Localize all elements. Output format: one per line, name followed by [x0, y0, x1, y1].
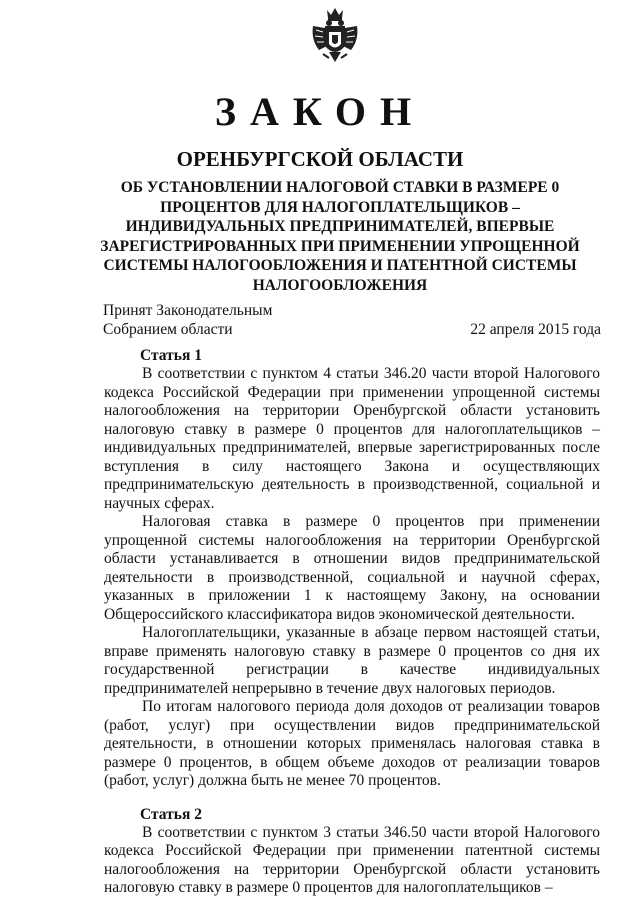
document-body	[104, 346, 600, 898]
adoption-date: 22 апреля 2015 года	[470, 321, 601, 338]
document-title: ЗАКОН	[214, 89, 426, 134]
coat-of-arms-icon	[307, 6, 363, 66]
article-1-heading: Статья 1	[140, 347, 202, 364]
adoption-line-1: Принят Законодательным	[103, 302, 273, 319]
article-2-paragraph-1: В соответствии с пунктом 3 статьи 346.50 части второй Налогового кодекса Российской Федерации при применении патентной системы налогообложения на территории Оренбургской области установить налоговую ставку в размере 0 процентов для налогоплательщиков –	[104, 823, 600, 896]
article-2-heading: Статья 2	[140, 805, 202, 823]
law-subject: ОБ УСТАНОВЛЕНИИ НАЛОГОВОЙ СТАВКИ В РАЗМЕРЕ 0 ПРОЦЕНТОВ ДЛЯ НАЛОГОПЛАТЕЛЬЩИКОВ – ИНДИВИДУАЛЬНЫХ ПРЕДПРИНИМАТЕЛЕЙ, ВПЕРВЫЕ ЗАРЕГИСТРИРОВАННЫХ ПРИ ПРИМЕНЕНИИ УПРОЩЕННОЙ СИСТЕМЫ НАЛОГООБЛОЖЕНИЯ И ПАТЕНТНОЙ СИСТЕМЫ НАЛОГООБЛОЖЕНИЯ	[100, 179, 580, 294]
article-1-paragraph-4: По итогам налогового периода доля доходов от реализации товаров (работ, услуг) при осуществлении видов предпринимательской деятельности, в отношении которых применялась налоговая ставка в размере 0 процентов, в общем объеме доходов от реализации товаров (работ, услуг) должна быть не менее 70 процентов.	[104, 698, 600, 789]
article-1-paragraph-3: Налогоплательщики, указанные в абзаце первом настоящей статьи, вправе применять налоговую ставку в размере 0 процентов со дня их государственной регистрации в качестве индивидуальных предпринимателей непрерывно в течение двух налоговых периодов.	[104, 624, 600, 697]
article-1-paragraph-1: В соответствии с пунктом 4 статьи 346.20 части второй Налогового кодекса Российской Федерации при применении упрощенной системы налогообложения на территории Оренбургской области установить налоговую ставку в размере 0 процентов для налогоплательщиков – индивидуальных предпринимателей, впервые зарегистрированных после вступления в силу настоящего Закона и осуществляющих предпринимательскую деятельность в производственной, социальной и научных сферах.	[104, 365, 600, 512]
adoption-line-2: Собранием области	[103, 321, 233, 338]
region-name: ОРЕНБУРГСКОЙ ОБЛАСТИ	[176, 147, 464, 171]
adoption-body	[103, 301, 343, 339]
article-1-paragraph-2: Налоговая ставка в размере 0 процентов при применении упрощенной системы налогообложения на территории Оренбургской области устанавливается в отношении видов предпринимательской деятельности в производственной, социальной и научной сферах, указанных в приложении 1 к настоящему Закону, на основании Общероссийского классификатора видов экономической деятельности.	[104, 513, 600, 623]
